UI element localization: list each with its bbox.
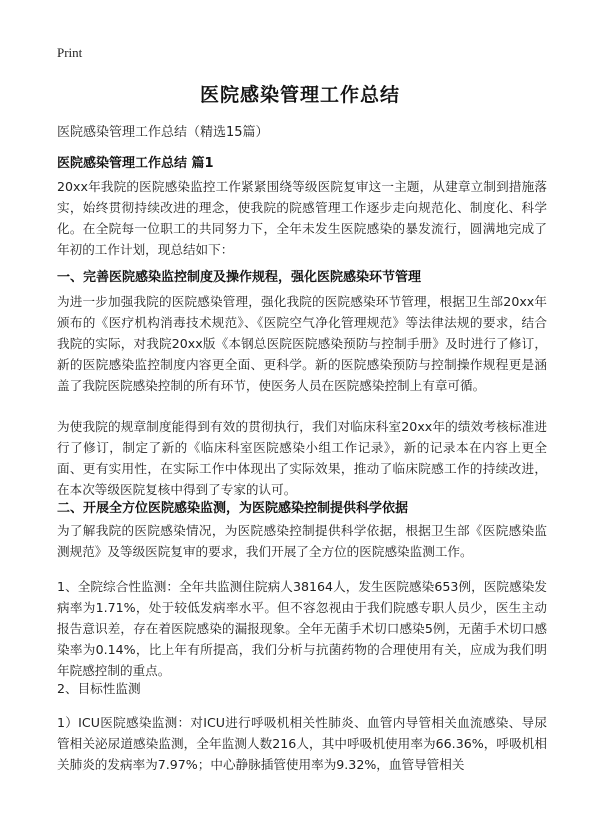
- section2-paragraph-2: 1、全院综合性监测：全年共监测住院病人38164人，发生医院感染653例，医院感染发病率为1.71%，处于较低发病率水平。但不容忽视由于我们院感专职人员少，医生主动报告意识差，存在着医院感染的漏报现象。全年无菌手术切口感染5例，无菌手术切口感染率为0.14%，比上年有所提高，我们分析与抗菌药物的合理使用有关，应成为我们明年院感控制的重点。: [57, 579, 547, 678]
- section1-paragraph-2: 为使我院的规章制度能得到有效的贯彻执行，我们对临床科室20xx年的绩效考核标准进行了修订，制定了新的《临床科室医院感染小组工作记录》，新的记录本在内容上更全面、更有实用性，在实际工作中体现出了实际效果，推动了临床院感工作的持续改进，在本次等级医院复核中得到了专家的认可。: [57, 419, 547, 497]
- section2-paragraph-1: 为了解我院的医院感染情况，为医院感染控制提供科学依据，根据卫生部《医院感染监测规范》及等级医院复审的要求，我们开展了全方位的医院感染监测工作。: [57, 523, 547, 559]
- section1-paragraph-1: 为进一步加强我院的医院感染管理，强化我院的医院感染环节管理，根据卫生部20xx年颁布的《医疗机构消毒技术规范》、《医院空气净化管理规范》等法律法规的要求，结合我院的实际，对我院20xx版《本钢总医院医院感染预防与控制手册》及时进行了修订，新的医院感染监控制度内容更全面、更科学。新的医院感染预防与控制操作规程更是涵盖了我院医院感染控制的所有环节，使医务人员在医院感染控制上有章可循。: [57, 294, 547, 393]
- section2-paragraph-4: 1）ICU医院感染监测：对ICU进行呼吸机相关性肺炎、血管内导管相关血流感染、导尿管相关泌尿道感染监测，全年监测人数216人，其中呼吸机使用率为66.36%，呼吸机相关肺炎的发病率为7.97%；中心静脉插管使用率为9.32%，血管导管相关: [57, 715, 547, 772]
- section2-title: 二、开展全方位医院感染监测，为医院感染控制提供科学依据: [57, 501, 409, 516]
- section1-title: 一、完善医院感染监控制度及操作规程，强化医院感染环节管理: [57, 270, 422, 285]
- page-title: 医院感染管理工作总结: [199, 84, 400, 106]
- section2-paragraph-3: 2、目标性监测: [57, 681, 141, 696]
- print-label[interactable]: Print: [57, 45, 83, 60]
- article-heading: 医院感染管理工作总结 篇1: [57, 156, 214, 171]
- intro-paragraph: 20xx年我院的医院感染监控工作紧紧围绕等级医院复审这一主题，从建章立制到措施落实，始终贯彻持续改进的理念，使我院的院感管理工作逐步走向规范化、制度化、科学化。在全院每一位职工的共同努力下，全年未发生医院感染的暴发流行，圆满地完成了年初的工作计划，现总结如下：: [57, 179, 547, 257]
- document-subtitle: 医院感染管理工作总结（精选15篇）: [57, 125, 269, 140]
